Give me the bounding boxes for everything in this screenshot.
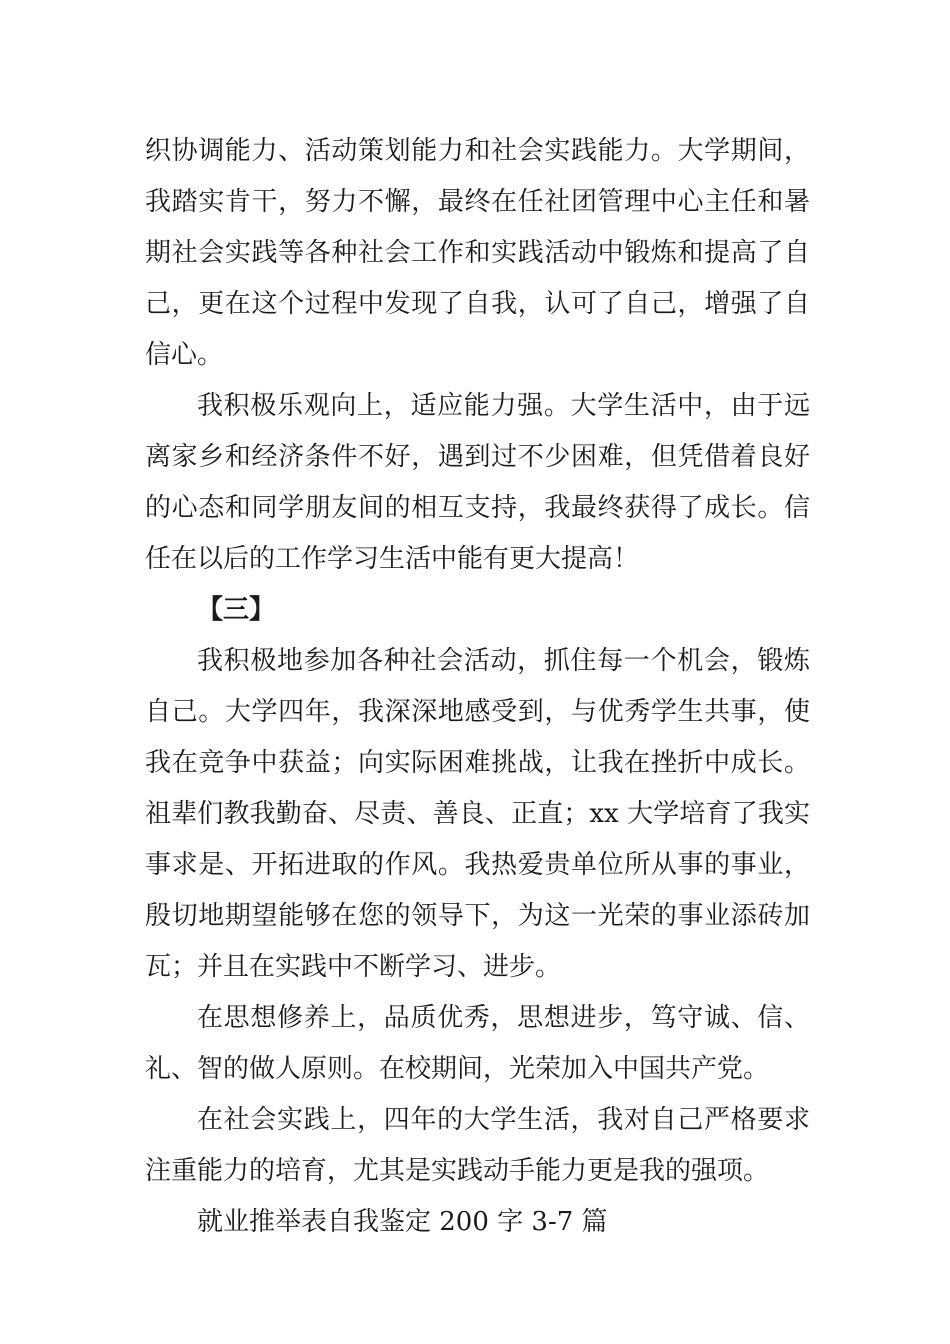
paragraph-line: 离家乡和经济条件不好，遇到过不少困难，但凭借着良好: [145, 442, 810, 472]
document-body: [145, 126, 810, 1248]
paragraph-line: 在社会实践上，四年的大学生活，我对自己严格要求: [197, 1105, 810, 1135]
paragraph-line: 殷切地期望能够在您的领导下，为这一光荣的事业添砖加: [145, 901, 810, 931]
paragraph-line: 我在竞争中获益；向实际困难挑战，让我在挫折中成长。: [145, 748, 810, 778]
paragraph-line: 己，更在这个过程中发现了自我，认可了自己，增强了自: [145, 289, 810, 319]
paragraph-line: 瓦；并且在实践中不断学习、进步。: [145, 952, 562, 982]
document-title-line: 就业推举表自我鉴定 200 字 3-7 篇: [197, 1207, 608, 1237]
section-heading: 【三】: [197, 595, 276, 625]
paragraph-line: 在思想修养上，品质优秀，思想进步，笃守诚、信、: [197, 1003, 810, 1033]
paragraph-line: 祖辈们教我勤奋、尽责、善良、正直；xx 大学培育了我实: [145, 799, 810, 829]
paragraph-line: 信心。: [145, 340, 224, 370]
paragraph-line: 我积极乐观向上，适应能力强。大学生活中，由于远: [197, 391, 810, 421]
paragraph-line: 我踏实肯干，努力不懈，最终在任社团管理中心主任和暑: [145, 187, 810, 217]
paragraph-line: 礼、智的做人原则。在校期间，光荣加入中国共产党。: [145, 1054, 770, 1084]
paragraph-line: 我积极地参加各种社会活动，抓住每一个机会，锻炼: [197, 646, 810, 676]
paragraph-line: 自己。大学四年，我深深地感受到，与优秀学生共事，使: [145, 697, 810, 727]
paragraph-line: 的心态和同学朋友间的相互支持，我最终获得了成长。信: [145, 493, 810, 523]
paragraph-line: 期社会实践等各种社会工作和实践活动中锻炼和提高了自: [145, 238, 810, 268]
paragraph-line: 注重能力的培育，尤其是实践动手能力更是我的强项。: [145, 1156, 770, 1186]
paragraph-line: 事求是、开拓进取的作风。我热爱贵单位所从事的事业，: [145, 850, 810, 880]
paragraph-line: 任在以后的工作学习生活中能有更大提高！: [145, 544, 640, 574]
paragraph-line: 织协调能力、活动策划能力和社会实践能力。大学期间，: [145, 136, 810, 166]
